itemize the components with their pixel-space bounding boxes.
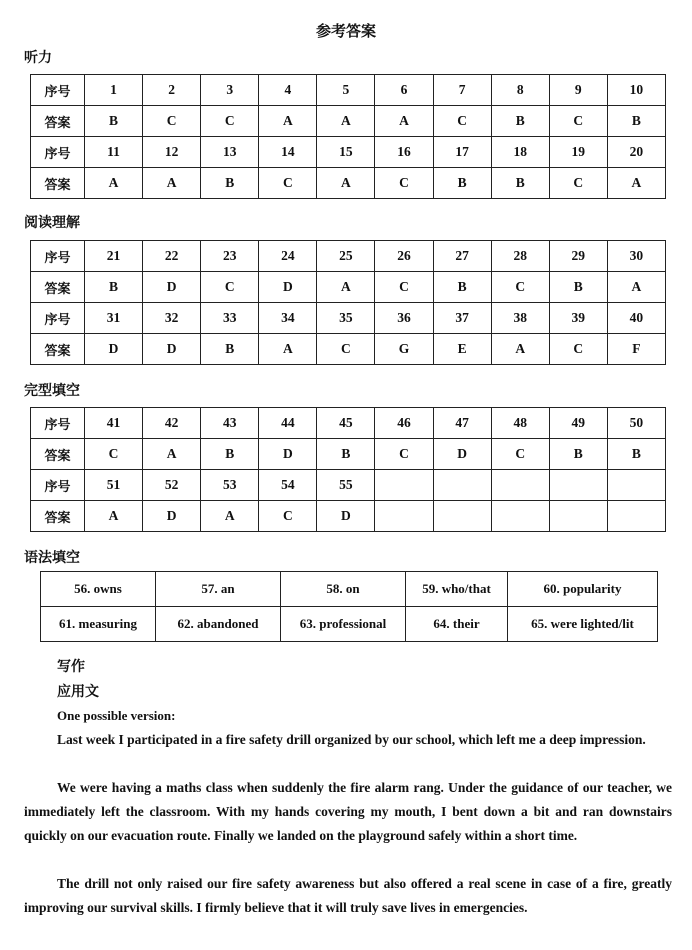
answer-cell: 55 [317,470,375,501]
grammar-answer-cell: 56. owns [41,572,156,607]
answer-cell: 25 [317,241,375,272]
answer-cell: B [607,439,665,470]
table-row [31,408,666,439]
answer-cell: 23 [201,241,259,272]
answer-cell: C [201,106,259,137]
answer-cell: 22 [143,241,201,272]
answer-cell: D [85,334,143,365]
answer-cell: C [201,272,259,303]
answer-cell: D [259,272,317,303]
answer-cell: B [491,106,549,137]
answer-cell [607,501,665,532]
row-header: 序号 [31,241,85,272]
grammar-answer-cell: 61. measuring [41,607,156,642]
answer-cell: B [549,272,607,303]
answer-cell: C [549,106,607,137]
answer-cell [433,470,491,501]
answer-cell: D [143,334,201,365]
answer-cell: A [259,106,317,137]
row-header: 答案 [31,501,85,532]
answer-cell: 13 [201,137,259,168]
answer-cell: A [259,334,317,365]
answer-cell: 1 [85,75,143,106]
answer-cell: 21 [85,241,143,272]
answer-cell: 24 [259,241,317,272]
essay-paragraph-2: We were having a maths class when suddenly the fire alarm rang. Under the guidance of our teacher, we immediately left the classroom. With my hands covering my mouth, I bent down a bit and ran downstairs quickly on our evacuation route. Finally we landed on the playground safely within a short time. [24,780,672,843]
answer-cell [491,470,549,501]
answer-cell: 15 [317,137,375,168]
answer-cell: 10 [607,75,665,106]
answer-cell: 32 [143,303,201,334]
grammar-answer-cell: 64. their [406,607,508,642]
answer-cell: C [375,168,433,199]
answer-cell: 16 [375,137,433,168]
answer-cell [433,501,491,532]
answer-cell: 17 [433,137,491,168]
answer-cell [375,501,433,532]
row-header: 序号 [31,75,85,106]
answer-cell: C [259,501,317,532]
answer-cell: C [85,439,143,470]
writing-label: 写作 [57,659,85,675]
answer-cell: B [201,439,259,470]
answer-cell: 5 [317,75,375,106]
answer-cell: 30 [607,241,665,272]
answer-cell: C [375,439,433,470]
answer-cell: 47 [433,408,491,439]
grammar-answer-cell: 62. abandoned [156,607,281,642]
answer-cell: 20 [607,137,665,168]
answer-cell: A [607,168,665,199]
answer-cell: B [491,168,549,199]
answer-cell: 41 [85,408,143,439]
table-row [31,106,666,137]
answer-cell: B [201,168,259,199]
table-row [31,470,666,501]
answer-cell: A [317,272,375,303]
answer-cell: 52 [143,470,201,501]
answer-cell: 19 [549,137,607,168]
answer-cell: 28 [491,241,549,272]
answer-cell: A [201,501,259,532]
row-header: 答案 [31,334,85,365]
table-row [31,303,666,334]
table-row [41,607,658,642]
answer-cell: B [85,272,143,303]
answer-cell: G [375,334,433,365]
answer-cell: 37 [433,303,491,334]
answer-cell: D [317,501,375,532]
table-row [41,572,658,607]
answer-cell: 14 [259,137,317,168]
essay-paragraph-1: Last week I participated in a fire safety drill organized by our school, which left me a deep impression. [57,732,646,747]
answer-cell: B [433,168,491,199]
answer-cell: 12 [143,137,201,168]
answer-cell: A [491,334,549,365]
answer-cell: 39 [549,303,607,334]
answer-cell: 49 [549,408,607,439]
row-header: 答案 [31,272,85,303]
answer-cell: C [143,106,201,137]
table-row [31,241,666,272]
section-label-reading: 阅读理解 [24,215,80,231]
grammar-answer-cell: 60. popularity [508,572,658,607]
answer-cell: 54 [259,470,317,501]
grammar-answer-table [40,571,658,642]
answer-cell: 6 [375,75,433,106]
answer-cell: A [85,501,143,532]
answer-cell: B [607,106,665,137]
answer-cell: A [85,168,143,199]
answer-cell: C [491,439,549,470]
answer-cell: D [143,501,201,532]
reading-answer-table [30,240,666,365]
answer-cell: 50 [607,408,665,439]
answer-cell [549,470,607,501]
answer-cell: B [433,272,491,303]
cloze-answer-table [30,407,666,532]
grammar-answer-cell: 58. on [281,572,406,607]
answer-cell: 45 [317,408,375,439]
grammar-answer-cell: 63. professional [281,607,406,642]
answer-cell: C [549,334,607,365]
answer-cell: 36 [375,303,433,334]
table-row [31,334,666,365]
answer-cell: 46 [375,408,433,439]
answer-cell: 29 [549,241,607,272]
row-header: 序号 [31,470,85,501]
answer-cell: A [317,106,375,137]
listening-answer-table [30,74,666,199]
answer-cell: E [433,334,491,365]
answer-cell: A [143,439,201,470]
answer-cell: 3 [201,75,259,106]
answer-cell: A [143,168,201,199]
answer-cell [491,501,549,532]
row-header: 答案 [31,439,85,470]
answer-cell: B [201,334,259,365]
answer-cell: 27 [433,241,491,272]
section-label-cloze: 完型填空 [24,383,80,399]
answer-cell [375,470,433,501]
table-row [31,272,666,303]
row-header: 答案 [31,168,85,199]
answer-cell [607,470,665,501]
answer-cell: F [607,334,665,365]
answer-cell: B [85,106,143,137]
answer-cell: C [549,168,607,199]
grammar-answer-cell: 65. were lighted/lit [508,607,658,642]
answer-cell: 9 [549,75,607,106]
grammar-answer-cell: 57. an [156,572,281,607]
answer-cell: C [259,168,317,199]
answer-cell: D [143,272,201,303]
answer-cell: 40 [607,303,665,334]
answer-cell: 43 [201,408,259,439]
table-row [31,439,666,470]
answer-cell: D [433,439,491,470]
answer-cell: A [375,106,433,137]
answer-cell: 35 [317,303,375,334]
answer-cell: 33 [201,303,259,334]
row-header: 序号 [31,408,85,439]
answer-cell: 42 [143,408,201,439]
answer-cell: 38 [491,303,549,334]
answer-cell: 7 [433,75,491,106]
answer-cell: 2 [143,75,201,106]
answer-cell: C [375,272,433,303]
table-row [31,501,666,532]
answer-cell: C [491,272,549,303]
answer-cell: 26 [375,241,433,272]
row-header: 序号 [31,303,85,334]
grammar-answer-cell: 59. who/that [406,572,508,607]
essay-paragraph-3: The drill not only raised our fire safety awareness but also offered a real scene in case of a fire, greatly improving our survival skills. I firmly believe that it will truly save lives in emergencies. [24,876,672,915]
answer-cell: 51 [85,470,143,501]
version-line: One possible version: [57,708,176,723]
answer-cell: 11 [85,137,143,168]
writing-sub-label: 应用文 [57,684,99,700]
answer-cell: 53 [201,470,259,501]
table-row [31,75,666,106]
row-header: 序号 [31,137,85,168]
answer-cell: A [317,168,375,199]
answer-cell: 48 [491,408,549,439]
section-label-listening: 听力 [24,50,52,66]
answer-cell: 4 [259,75,317,106]
row-header: 答案 [31,106,85,137]
answer-cell: B [549,439,607,470]
answer-cell: 34 [259,303,317,334]
page-title: 参考答案 [315,22,376,40]
answer-cell: 18 [491,137,549,168]
answer-cell: A [607,272,665,303]
table-row [31,137,666,168]
answer-cell: B [317,439,375,470]
answer-cell: D [259,439,317,470]
section-label-grammar: 语法填空 [24,550,80,566]
answer-cell: 31 [85,303,143,334]
answer-cell: 8 [491,75,549,106]
answer-cell [549,501,607,532]
answer-cell: 44 [259,408,317,439]
answer-cell: C [433,106,491,137]
table-row [31,168,666,199]
answer-cell: C [317,334,375,365]
